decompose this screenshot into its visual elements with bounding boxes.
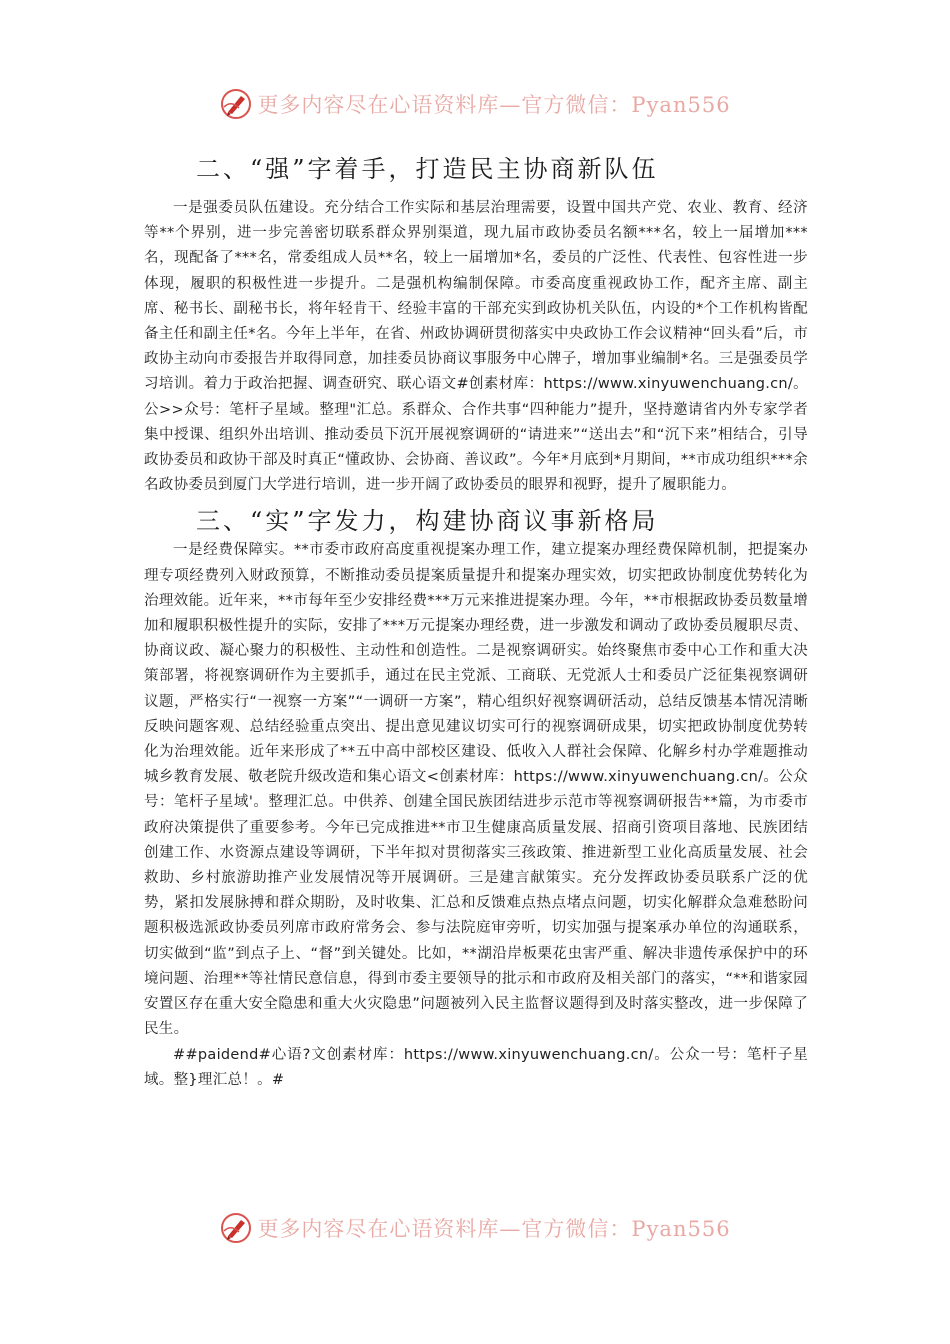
banner-text: 更多内容尽在心语资料库—官方微信：Pyan556 bbox=[257, 93, 731, 117]
section-heading: 二、“强”字着手，打造民主协商新队伍 bbox=[196, 155, 659, 183]
footer-banner bbox=[0, 1208, 950, 1248]
body-paragraph: 一是经费保障实。**市委市政府高度重视提案办理工作，建立提案办理经费保障机制，把提案办理专项经费列入财政预算，不断推动委员提案质量提升和提案办理实效，切实把政协制度优势转化为治理效能。近年来，**市每年至少安排经费***万元来推进提案办理。今年，**市根据政协委员数量增加和履职积极性提升的实际，安排了***万元提案办理经费，进一步激发和调动了政协委员履职尽责、协商议政、凝心聚力的积极性、主动性和创造性。二是视察调研实。始终聚焦市委中心工作和重大决策部署，将视察调研作为主要抓手，通过在民主党派、工商联、无党派人士和委员广泛征集视察调研议题，严格实行“一视察一方案”“一调研一方案”，精心组织好视察调研活动，总结反馈基本情况清晰反映问题客观、总结经验重点突出、提出意见建议切实可行的视察调研成果，切实把政协制度优势转化为治理效能。近年来形成了**五中高中部校区建设、低收入人群社会保障、化解乡村办学难题推动城乡教育发展、敬老院升级改造和集心语文<创素材库：https://www.xinyuwenchuang.cn/。公众号：笔杆子星域'。整理汇总。中供养、创建全国民族团结进步示范市等视察调研报告**篇，为市委市政府决策提供了重要参考。今年已完成推进**市卫生健康高质量发展、招商引资项目落地、民族团结创建工作、水资源点建设等调研，下半年拟对贯彻落实三孩政策、推进新型工业化高质量发展、社会救助、乡村旅游助推产业发展情况等开展调研。三是建言献策实。充分发挥政协委员联系广泛的优势，紧扣发展脉搏和群众期盼，及时收集、汇总和反馈难点热点堵点问题，切实化解群众急难愁盼问题积极选派政协委员列席市政府常务会、参与法院庭审旁听，切实加强与提案承办单位的沟通联系，切实做到“监”到点子上、“督”到关键处。比如，**湖沿岸板栗花虫害严重、解决非遗传承保护中的环境问题、治理**等社情民意信息，得到市委主要领导的批示和市政府及相关部门的落实，“**和谐家园安置区存在重大安全隐患和重大火灾隐患”问题被列入民主监督议题得到及时落实整改，进一步保障了民生。 bbox=[144, 542, 808, 1038]
pen-logo-icon bbox=[219, 1211, 253, 1245]
section-heading: 三、“实”字发力，构建协商议事新格局 bbox=[196, 507, 659, 536]
banner-text: 更多内容尽在心语资料库—官方微信：Pyan556 bbox=[257, 1217, 731, 1241]
pen-logo-icon bbox=[219, 87, 253, 121]
body-paragraph: 一是强委员队伍建设。充分结合工作实际和基层治理需要，设置中国共产党、农业、教育、经济等**个界别，进一步完善密切联系群众界别渠道，现九届市政协委员名额***名，较上一届增加***名，现配备了***名，常委组成人员**名，较上一届增加*名，委员的广泛性、代表性、包容性进一步体现，履职的积极性进一步提升。二是强机构编制保障。市委高度重视政协工作，配齐主席、副主席、秘书长、副秘书长，将年轻肯干、经验丰富的干部充实到政协机关队伍，内设的*个工作机构皆配备主任和副主任*名。今年上半年，在省、州政协调研贯彻落实中央政协工作会议精神“回头看”后，市政协主动向市委报告并取得同意，加挂委员协商议事服务中心牌子，增加事业编制*名。三是强委员学习培训。着力于政治把握、调查研究、联心语文#创素材库：https://www.xinyuwenchuang.cn/。公>>众号：笔杆子星域。整理"汇总。系群众、合作共事“四种能力”提升，坚持邀请省内外专家学者集中授课、组织外出培训、推动委员下沉开展视察调研的“请进来”“送出去”和“沉下来”相结合，引导政协委员和政协干部及时真正“懂政协、会协商、善议政”。今年*月底到*月期间，**市成功组织***余名政协委员到厦门大学进行培训，进一步开阔了政协委员的眼界和视野，提升了履职能力。 bbox=[144, 200, 808, 494]
document-body bbox=[144, 152, 808, 1093]
closing-paragraph: ##paidend#心语?文创素材库：https://www.xinyuwenchuang.cn/。公众一号：笔杆子星域。整}理汇总！。# bbox=[144, 1046, 808, 1088]
header-banner bbox=[0, 84, 950, 124]
